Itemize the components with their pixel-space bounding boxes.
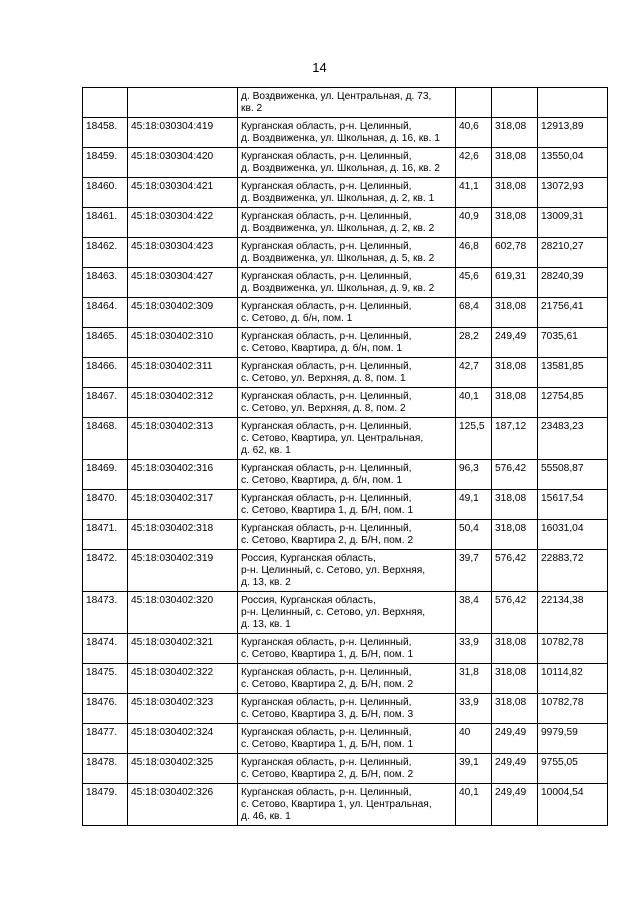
- address-cell: [238, 298, 456, 328]
- cadastral-number-cell: 45:18:030402:320: [128, 592, 238, 634]
- row-number-cell: 18470.: [83, 490, 128, 520]
- address-cell: [238, 148, 456, 178]
- value-cell: 10782,78: [538, 634, 608, 664]
- area-cell: 50,4: [456, 520, 492, 550]
- table-row: [83, 118, 608, 148]
- cadastral-number-cell: 45:18:030304:427: [128, 268, 238, 298]
- area-cell: 40,1: [456, 784, 492, 826]
- area-cell: 40,1: [456, 388, 492, 418]
- value-cell: 13009,31: [538, 208, 608, 238]
- cadastral-number-cell: 45:18:030304:421: [128, 178, 238, 208]
- address-line: с. Сетово, Квартира 1, д. Б/Н, пом. 1: [241, 505, 414, 516]
- address-cell: [238, 118, 456, 148]
- cadastral-number-cell: 45:18:030402:317: [128, 490, 238, 520]
- address-cell: [238, 268, 456, 298]
- table-row: [83, 490, 608, 520]
- address-line: с. Сетово, ул. Верхняя, д. 8, пом. 2: [241, 403, 406, 414]
- cadastral-number-cell: 45:18:030402:316: [128, 460, 238, 490]
- cadastral-number-cell: 45:18:030402:319: [128, 550, 238, 592]
- rate-cell: 619,31: [492, 268, 538, 298]
- rate-cell: 249,49: [492, 724, 538, 754]
- value-cell: 13072,93: [538, 178, 608, 208]
- area-cell: 41,1: [456, 178, 492, 208]
- rate-cell: 318,08: [492, 118, 538, 148]
- address-line: с. Сетово, Квартира, ул. Центральная,: [241, 433, 424, 444]
- table-row: [83, 328, 608, 358]
- value-cell: 22134,38: [538, 592, 608, 634]
- area-cell: 40,6: [456, 118, 492, 148]
- rate-cell: 318,08: [492, 694, 538, 724]
- table-row: [83, 88, 608, 118]
- table-row: [83, 268, 608, 298]
- cadastral-number-cell: 45:18:030402:325: [128, 754, 238, 784]
- address-line: Россия, Курганская область,: [241, 595, 376, 606]
- value-cell: 55508,87: [538, 460, 608, 490]
- address-line: с. Сетово, Квартира 1, д. Б/Н, пом. 1: [241, 649, 414, 660]
- cadastral-number-cell: 45:18:030402:318: [128, 520, 238, 550]
- table-row: [83, 634, 608, 664]
- table-row: [83, 664, 608, 694]
- value-cell: 28210,27: [538, 238, 608, 268]
- address-line: с. Сетово, д. б/н, пом. 1: [241, 313, 353, 324]
- rate-cell: 576,42: [492, 460, 538, 490]
- cadastral-number-cell: 45:18:030402:323: [128, 694, 238, 724]
- address-cell: [238, 88, 456, 118]
- address-cell: [238, 208, 456, 238]
- address-line: Курганская область, р-н. Целинный,: [241, 697, 412, 708]
- row-number-cell: 18479.: [83, 784, 128, 826]
- table-row: [83, 238, 608, 268]
- address-line: д. Воздвиженка, ул. Школьная, д. 5, кв. 2: [241, 253, 435, 264]
- cadastral-number-cell: 45:18:030402:324: [128, 724, 238, 754]
- row-number-cell: 18462.: [83, 238, 128, 268]
- address-line: с. Сетово, Квартира 1, ул. Центральная,: [241, 799, 432, 810]
- row-number-cell: 18478.: [83, 754, 128, 784]
- address-cell: [238, 388, 456, 418]
- table-row: [83, 418, 608, 460]
- rate-cell: 318,08: [492, 490, 538, 520]
- address-cell: [238, 784, 456, 826]
- rate-cell: 576,42: [492, 550, 538, 592]
- table-row: [83, 694, 608, 724]
- area-cell: 31,8: [456, 664, 492, 694]
- row-number-cell: 18475.: [83, 664, 128, 694]
- rate-cell: 249,49: [492, 328, 538, 358]
- row-number-cell: [83, 88, 128, 118]
- row-number-cell: 18467.: [83, 388, 128, 418]
- value-cell: 10004,54: [538, 784, 608, 826]
- area-cell: 46,8: [456, 238, 492, 268]
- row-number-cell: 18474.: [83, 634, 128, 664]
- area-cell: 33,9: [456, 694, 492, 724]
- address-line: Курганская область, р-н. Целинный,: [241, 787, 412, 798]
- area-cell: 96,3: [456, 460, 492, 490]
- address-line: с. Сетово, Квартира, д. б/н, пом. 1: [241, 475, 403, 486]
- row-number-cell: 18464.: [83, 298, 128, 328]
- rate-cell: 187,12: [492, 418, 538, 460]
- area-cell: 40,9: [456, 208, 492, 238]
- value-cell: 16031,04: [538, 520, 608, 550]
- table-row: [83, 298, 608, 328]
- address-line: д. 13, кв. 1: [241, 619, 291, 630]
- address-line: Курганская область, р-н. Целинный,: [241, 493, 412, 504]
- area-cell: 125,5: [456, 418, 492, 460]
- rate-cell: 318,08: [492, 208, 538, 238]
- cadastral-number-cell: 45:18:030402:313: [128, 418, 238, 460]
- rate-cell: 318,08: [492, 148, 538, 178]
- area-cell: 39,1: [456, 754, 492, 784]
- cadastral-number-cell: 45:18:030402:322: [128, 664, 238, 694]
- rate-cell: 576,42: [492, 592, 538, 634]
- row-number-cell: 18471.: [83, 520, 128, 550]
- address-cell: [238, 724, 456, 754]
- rate-cell: 318,08: [492, 388, 538, 418]
- cadastral-number-cell: 45:18:030402:311: [128, 358, 238, 388]
- area-cell: 28,2: [456, 328, 492, 358]
- table-row: [83, 754, 608, 784]
- address-line: д. Воздвиженка, ул. Школьная, д. 16, кв. 2: [241, 163, 440, 174]
- value-cell: 9979,59: [538, 724, 608, 754]
- address-line: Курганская область, р-н. Целинный,: [241, 121, 412, 132]
- value-cell: [538, 88, 608, 118]
- cadastral-number-cell: 45:18:030402:309: [128, 298, 238, 328]
- cadastral-number-cell: 45:18:030402:321: [128, 634, 238, 664]
- area-cell: 42,7: [456, 358, 492, 388]
- row-number-cell: 18476.: [83, 694, 128, 724]
- address-line: с. Сетово, Квартира 2, д. Б/Н, пом. 2: [241, 769, 414, 780]
- row-number-cell: 18466.: [83, 358, 128, 388]
- address-line: Курганская область, р-н. Целинный,: [241, 523, 412, 534]
- cadastral-number-cell: 45:18:030304:423: [128, 238, 238, 268]
- value-cell: 12913,89: [538, 118, 608, 148]
- page-number: 14: [312, 60, 327, 75]
- address-line: д. Воздвиженка, ул. Школьная, д. 2, кв. 2: [241, 223, 435, 234]
- area-cell: 38,4: [456, 592, 492, 634]
- address-cell: [238, 520, 456, 550]
- address-line: кв. 2: [241, 103, 263, 114]
- address-line: с. Сетово, Квартира 2, д. Б/Н, пом. 2: [241, 535, 414, 546]
- address-cell: [238, 664, 456, 694]
- rate-cell: [492, 88, 538, 118]
- value-cell: 15617,54: [538, 490, 608, 520]
- address-line: д. Воздвиженка, ул. Центральная, д. 73,: [241, 91, 432, 102]
- area-cell: 33,9: [456, 634, 492, 664]
- area-cell: 49,1: [456, 490, 492, 520]
- cadastral-number-cell: 45:18:030304:420: [128, 148, 238, 178]
- table-row: [83, 550, 608, 592]
- row-number-cell: 18458.: [83, 118, 128, 148]
- rate-cell: 318,08: [492, 358, 538, 388]
- row-number-cell: 18477.: [83, 724, 128, 754]
- address-line: Курганская область, р-н. Целинный,: [241, 463, 412, 474]
- address-line: д. Воздвиженка, ул. Школьная, д. 16, кв. 1: [241, 133, 440, 144]
- address-line: Курганская область, р-н. Целинный,: [241, 181, 412, 192]
- row-number-cell: 18463.: [83, 268, 128, 298]
- value-cell: 12754,85: [538, 388, 608, 418]
- address-line: Курганская область, р-н. Целинный,: [241, 211, 412, 222]
- address-cell: [238, 754, 456, 784]
- address-cell: [238, 328, 456, 358]
- address-line: с. Сетово, Квартира 1, д. Б/Н, пом. 1: [241, 739, 414, 750]
- table-row: [83, 178, 608, 208]
- rate-cell: 249,49: [492, 784, 538, 826]
- address-cell: [238, 178, 456, 208]
- address-cell: [238, 634, 456, 664]
- row-number-cell: 18473.: [83, 592, 128, 634]
- property-table: [82, 87, 608, 826]
- rate-cell: 318,08: [492, 178, 538, 208]
- area-cell: 42,6: [456, 148, 492, 178]
- address-cell: [238, 490, 456, 520]
- address-line: с. Сетово, Квартира 3, д. Б/Н, пом. 3: [241, 709, 414, 720]
- table-row: [83, 724, 608, 754]
- address-line: Курганская область, р-н. Целинный,: [241, 151, 412, 162]
- address-line: р-н. Целинный, с. Сетово, ул. Верхняя,: [241, 607, 426, 618]
- rate-cell: 318,08: [492, 664, 538, 694]
- address-cell: [238, 592, 456, 634]
- address-line: Россия, Курганская область,: [241, 553, 376, 564]
- address-line: с. Сетово, ул. Верхняя, д. 8, пом. 1: [241, 373, 406, 384]
- address-line: Курганская область, р-н. Целинный,: [241, 361, 412, 372]
- rate-cell: 602,78: [492, 238, 538, 268]
- address-line: д. 62, кв. 1: [241, 445, 291, 456]
- row-number-cell: 18468.: [83, 418, 128, 460]
- rate-cell: 318,08: [492, 520, 538, 550]
- table-body: [83, 88, 608, 826]
- cadastral-number-cell: [128, 88, 238, 118]
- address-line: д. Воздвиженка, ул. Школьная, д. 2, кв. 1: [241, 193, 435, 204]
- area-cell: [456, 88, 492, 118]
- address-line: Курганская область, р-н. Целинный,: [241, 757, 412, 768]
- area-cell: 45,6: [456, 268, 492, 298]
- row-number-cell: 18461.: [83, 208, 128, 238]
- address-line: Курганская область, р-н. Целинный,: [241, 241, 412, 252]
- value-cell: 21756,41: [538, 298, 608, 328]
- address-cell: [238, 238, 456, 268]
- table-row: [83, 592, 608, 634]
- table-row: [83, 148, 608, 178]
- address-line: Курганская область, р-н. Целинный,: [241, 637, 412, 648]
- area-cell: 40: [456, 724, 492, 754]
- rate-cell: 318,08: [492, 298, 538, 328]
- cadastral-number-cell: 45:18:030304:422: [128, 208, 238, 238]
- address-line: с. Сетово, Квартира, д. б/н, пом. 1: [241, 343, 403, 354]
- address-line: д. Воздвиженка, ул. Школьная, д. 9, кв. 2: [241, 283, 435, 294]
- row-number-cell: 18459.: [83, 148, 128, 178]
- value-cell: 22883,72: [538, 550, 608, 592]
- area-cell: 39,7: [456, 550, 492, 592]
- value-cell: 28240,39: [538, 268, 608, 298]
- address-cell: [238, 358, 456, 388]
- value-cell: 13550,04: [538, 148, 608, 178]
- cadastral-number-cell: 45:18:030402:310: [128, 328, 238, 358]
- cadastral-number-cell: 45:18:030402:326: [128, 784, 238, 826]
- cadastral-number-cell: 45:18:030304:419: [128, 118, 238, 148]
- address-line: с. Сетово, Квартира 2, д. Б/Н, пом. 2: [241, 679, 414, 690]
- value-cell: 10782,78: [538, 694, 608, 724]
- address-line: д. 13, кв. 2: [241, 577, 291, 588]
- address-line: Курганская область, р-н. Целинный,: [241, 271, 412, 282]
- address-cell: [238, 418, 456, 460]
- rate-cell: 249,49: [492, 754, 538, 784]
- value-cell: 23483,23: [538, 418, 608, 460]
- address-line: Курганская область, р-н. Целинный,: [241, 331, 412, 342]
- address-line: Курганская область, р-н. Целинный,: [241, 391, 412, 402]
- cadastral-number-cell: 45:18:030402:312: [128, 388, 238, 418]
- row-number-cell: 18460.: [83, 178, 128, 208]
- address-line: д. 46, кв. 1: [241, 811, 291, 822]
- address-line: Курганская область, р-н. Целинный,: [241, 727, 412, 738]
- row-number-cell: 18472.: [83, 550, 128, 592]
- address-line: р-н. Целинный, с. Сетово, ул. Верхняя,: [241, 565, 426, 576]
- address-line: Курганская область, р-н. Целинный,: [241, 667, 412, 678]
- value-cell: 9755,05: [538, 754, 608, 784]
- table-row: [83, 784, 608, 826]
- address-cell: [238, 550, 456, 592]
- table-row: [83, 358, 608, 388]
- table-row: [83, 460, 608, 490]
- address-line: Курганская область, р-н. Целинный,: [241, 301, 412, 312]
- address-cell: [238, 460, 456, 490]
- table-row: [83, 520, 608, 550]
- address-line: Курганская область, р-н. Целинный,: [241, 421, 412, 432]
- table-row: [83, 208, 608, 238]
- row-number-cell: 18469.: [83, 460, 128, 490]
- value-cell: 7035,61: [538, 328, 608, 358]
- value-cell: 10114,82: [538, 664, 608, 694]
- rate-cell: 318,08: [492, 634, 538, 664]
- address-cell: [238, 694, 456, 724]
- value-cell: 13581,85: [538, 358, 608, 388]
- area-cell: 68,4: [456, 298, 492, 328]
- row-number-cell: 18465.: [83, 328, 128, 358]
- table-row: [83, 388, 608, 418]
